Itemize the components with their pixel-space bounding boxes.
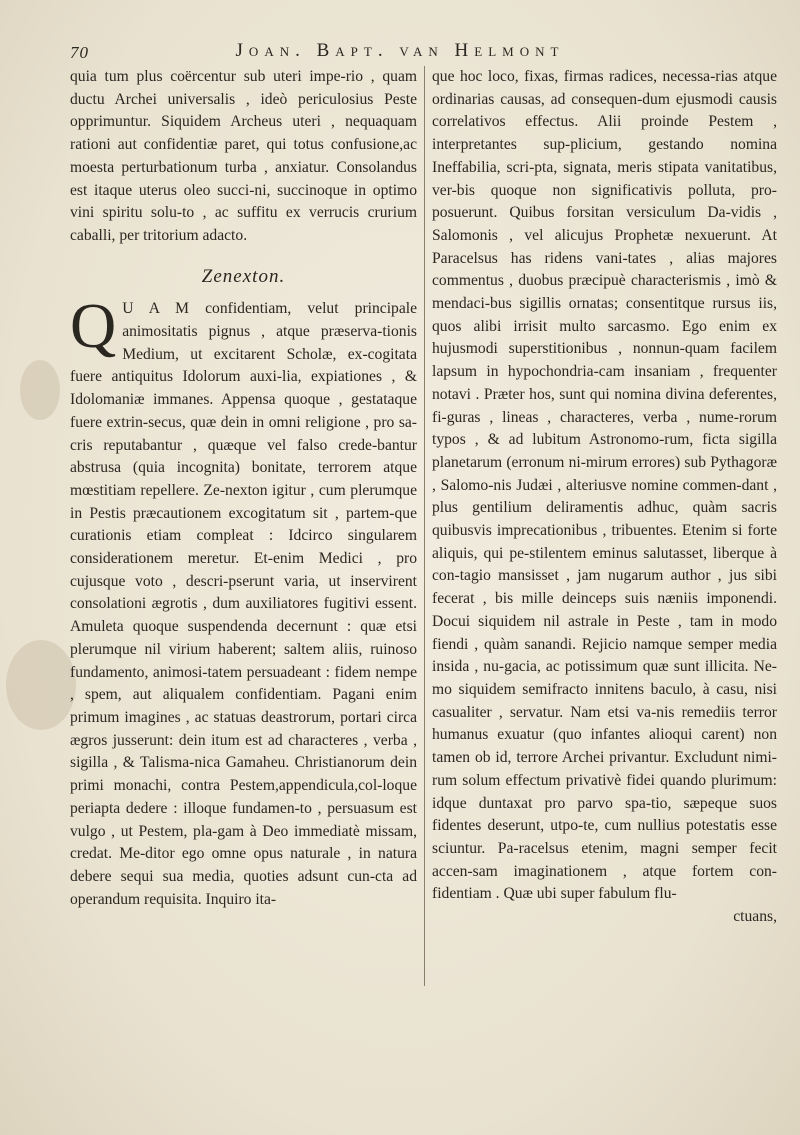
- paragraph-zenexton: [70, 290, 417, 911]
- left-column: [70, 66, 417, 911]
- paragraph-right: que hoc loco, fixas, firmas radices, necessa-rias atque ordinarias causas, ad consequen-dum ejusmodi causis correlativos effectus. Alii proinde Pestem , interpretantes sup-plicium, gestando nomina Ineffabilia, scri-pta, signata, meris stipata vanitatibus, ver-bis quoque non significativis polluta, pro-posuerunt. Quibus forsitan versiculum Da-vidis , Salomonis , vel alicujus Prophetæ nexuerunt. At Paracelsus has ridens vani-tates , alias majores commentus , duobus præcipuè characterismis , imò & mendaci-bus sigillis ornatas; consentitque rursus iis, quos alibi irrisit multo sarcasmo. Ego enim ex hujusmodi superstitionibus , nonnun-quam facilem lapsum in hypochondria-cam insaniam , frequenter notavi . Præter hos, sunt qui nomina divina deferentes, fi-guras , lineas , characteres, verba , nume-rorum typos , & ad lubitum Astronomo-rum, ficta sigilla planetarum (erronum ni-mirum errores) sub Pythagoræ , Salomo-nis Judæi , alteriusve nomine commen-dant , plus gentilium deliramentis adhuc, quàm sacris quibusvis imprecationibus , tribuentes. Etenim si forte aliquis, qui pe-stilentem eminus salutasset, liberque à con-tagio mansisset , jam nugarum author , jus sibi fecerat , bis mille deinceps suis næniis imponendi. Docui siquidem nil astrale in Peste , tam in modo fiendi , quàm sanandi. Rejicio namque semper media insida , nu-gacia, ac potissimum quæ sunt illicita. Ne-mo siquidem semifracto innitens baculo, à casu, nisi casualiter , servatur. Nam etsi va-nis remediis terror humanus exuatur (quo infantes alioqui carent) non tamen ob id, terrore Archei privantur. Excludunt nimi-rum solum effectum privativè fidei quando plurimum: idque duntaxat pro parvo spa-tio, sæpeque suos fidentes deserunt, utpo-te, cum nullius potestatis esse sciuntur. Pa-racelsus etenim, magni semper fecit accen-sam imaginationem , atque fortem con-fidentiam . Quæ ubi super fabulum flu-: [432, 68, 777, 903]
- drop-initial: Q: [70, 290, 117, 362]
- catchword: ctuans,: [733, 908, 777, 926]
- paragraph-uterus: quia tum plus coërcentur sub uteri impe-rio , quam ductu Archei universalis , ideò periculosius Peste opprimuntur. Siquidem Archeus uteri , nequaquam rationi aut confidentiæ paret, qui totus confusione,ac moesta perturbationum turba , anxiatur. Consolandus est itaque uterus oleo succi-ni, succinoque in optimo vini spiritu solu-to , ac suffitu ex verrucis crurium caballi, per tritorium adacto.: [70, 68, 417, 244]
- right-column: [432, 66, 777, 929]
- section-heading: Zenexton.: [201, 265, 286, 287]
- page-stain: [6, 640, 76, 730]
- page-stain: [20, 360, 60, 420]
- paragraph-zenexton-text: U A M confidentiam, velut principale animositatis pignus , atque præserva-tionis Medium, ut excitarent Scholæ, ex-cogitata fuere antiquitus Idolorum auxi-lia, expiationes , & Idolomaniæ immanes. Appensa quoque , gestataque fuere extrin-secus, quæ dein in omni religione , pro sa-cris reputabantur , quæque vel falso crede-bantur abstrusa (quia incognita) bonitate, terrorem atque mœstitiam repellere. Ze-nexton igitur , cum plerumque in Pestis præcautionem excogitatum sit , partem-que curationis etiam compleat : Idcirco singularem considerationem meretur. Et-enim Medici , pro cujusque voto , descri-pserunt varia, ut inservirent consolationi ægrotis , dum auxiliatores fugitivi essent. Amuleta quoque suspendenda decernunt : quæ etsi plerumque nil virium haberent; saltem aliis, ruinoso fundamento, animosi-tatem persuadeant : fidem nempe , spem, aut aliqualem confidentiam. Pagani enim primum imagines , ac statuas deastrorum, portari circa ægros jusserunt: dein itum est ad characteres , verba , sigilla , & Talisma-nica Gamaheu. Christianorum dein primi monachi, contra Pestem,appendicula,col-loque periapta dedere : illoque fundamen-to , persuasum est vulgo , ut Pestem, pla-gam à Deo immediatè missam, credat. Me-ditor ego omne opus naturale , in natura debere sequi sua media, quoties adsunt cun-cta ad operandum requisita. Inquiro ita-: [70, 300, 417, 908]
- running-head: Joan. Bapt. van Helmont: [235, 40, 565, 61]
- column-divider: [424, 66, 425, 986]
- page-number: 70: [70, 43, 89, 62]
